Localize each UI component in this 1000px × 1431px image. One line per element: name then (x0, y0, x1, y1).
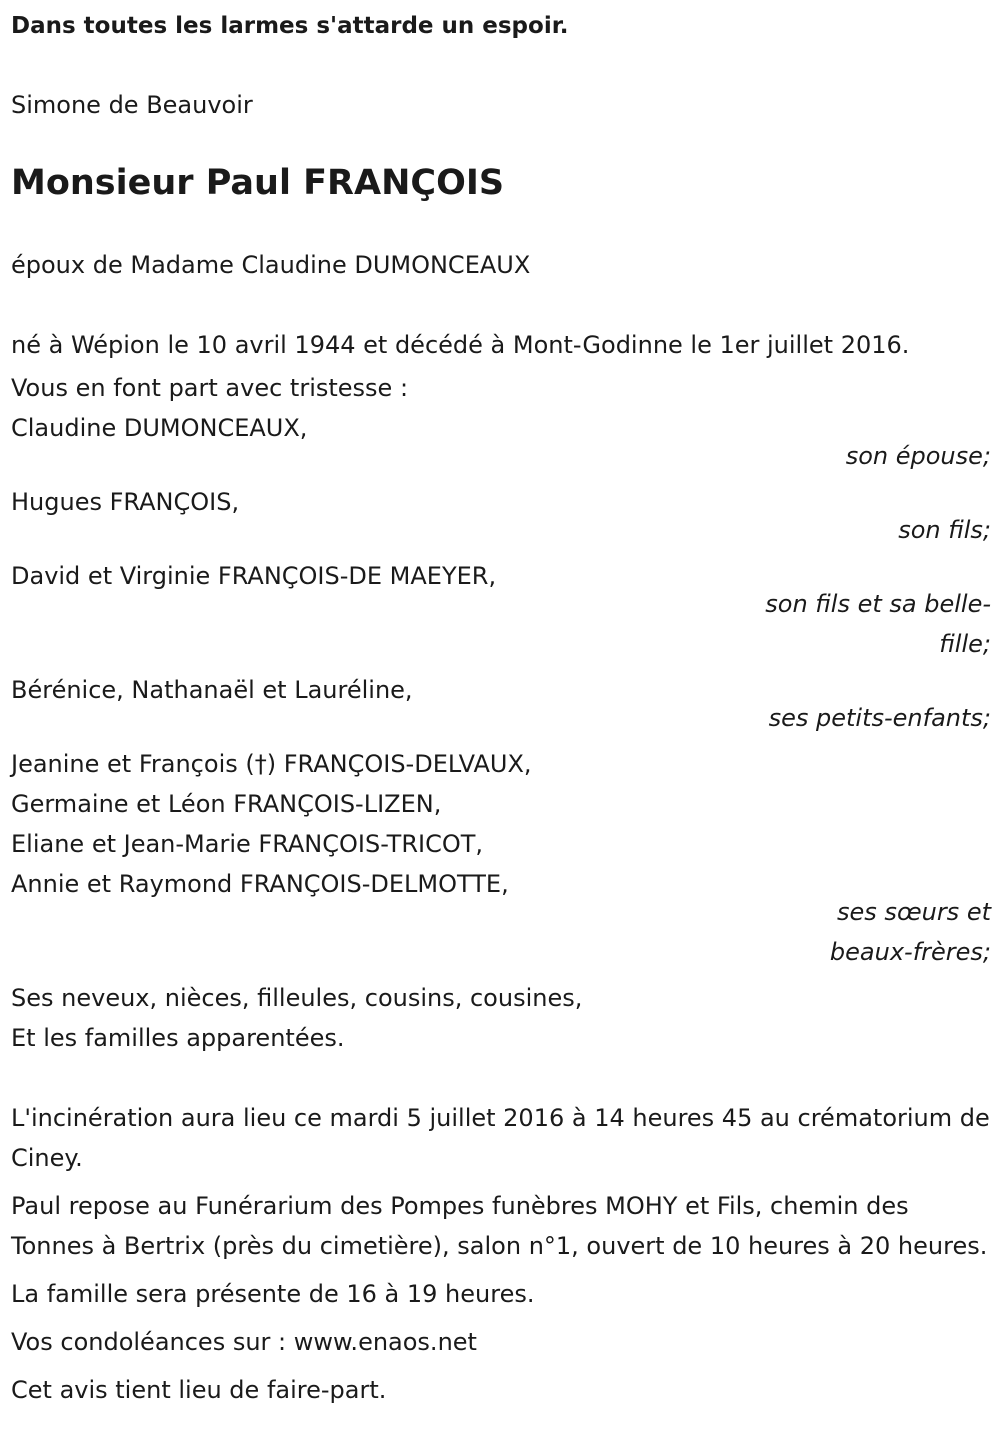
birth-death-line: né à Wépion le 10 avril 1944 et décédé à Mont-Godinne le 1er juillet 2016. (11, 331, 910, 359)
family-group (11, 670, 991, 738)
spouse-line: époux de Madame Claudine DUMONCEAUX (11, 251, 531, 279)
deceased-name: Monsieur Paul FRANÇOIS (11, 163, 505, 203)
extended-family-line: Et les familles apparentées. (11, 1024, 345, 1052)
family-list (11, 408, 991, 972)
family-role-text: son épouse; (845, 442, 991, 470)
family-role-text: ses petits-enfants; (768, 704, 991, 732)
family-member: Germaine et Léon FRANÇOIS-LIZEN, (11, 790, 442, 818)
family-member: Annie et Raymond FRANÇOIS-DELMOTTE, (11, 870, 509, 898)
extended-family (11, 978, 991, 1058)
family-role-text: ses sœurs et beaux-frères; (829, 898, 991, 966)
intro-line: Vous en font part avec tristesse : (11, 374, 409, 402)
family-member: Eliane et Jean-Marie FRANÇOIS-TRICOT, (11, 830, 484, 858)
family-role-text: son fils; (898, 516, 991, 544)
quote: Dans toutes les larmes s'attarde un espoir. (11, 13, 569, 39)
family-presence: La famille sera présente de 16 à 19 heures. (11, 1280, 535, 1308)
obituary-notice (11, 0, 991, 1410)
cremation-info: L'incinération aura lieu ce mardi 5 juillet 2016 à 14 heures 45 au crématorium de Ciney. (11, 1104, 990, 1172)
family-member: Jeanine et François (†) FRANÇOIS-DELVAUX, (11, 750, 532, 778)
family-member: Claudine DUMONCEAUX, (11, 414, 308, 442)
family-role (11, 584, 991, 664)
family-member: Bérénice, Nathanaël et Lauréline, (11, 676, 413, 704)
family-group (11, 744, 991, 972)
family-group (11, 556, 991, 664)
family-group (11, 482, 991, 550)
condolences-line: Vos condoléances sur : www.enaos.net (11, 1328, 477, 1356)
extended-family-line: Ses neveux, nièces, filleules, cousins, cousines, (11, 984, 583, 1012)
viewing-info: Paul repose au Funérarium des Pompes funèbres MOHY et Fils, chemin des Tonnes à Bertrix (près du cimetière), salon n°1, ouvert de 10 heures à 20 heures. (11, 1192, 988, 1260)
family-member: Hugues FRANÇOIS, (11, 488, 240, 516)
notice-line: Cet avis tient lieu de faire-part. (11, 1376, 387, 1404)
family-role (11, 892, 991, 972)
family-role-text: son fils et sa belle-fille; (765, 590, 991, 658)
quote-author: Simone de Beauvoir (11, 91, 253, 119)
family-member: David et Virginie FRANÇOIS-DE MAEYER, (11, 562, 497, 590)
family-group (11, 408, 991, 476)
